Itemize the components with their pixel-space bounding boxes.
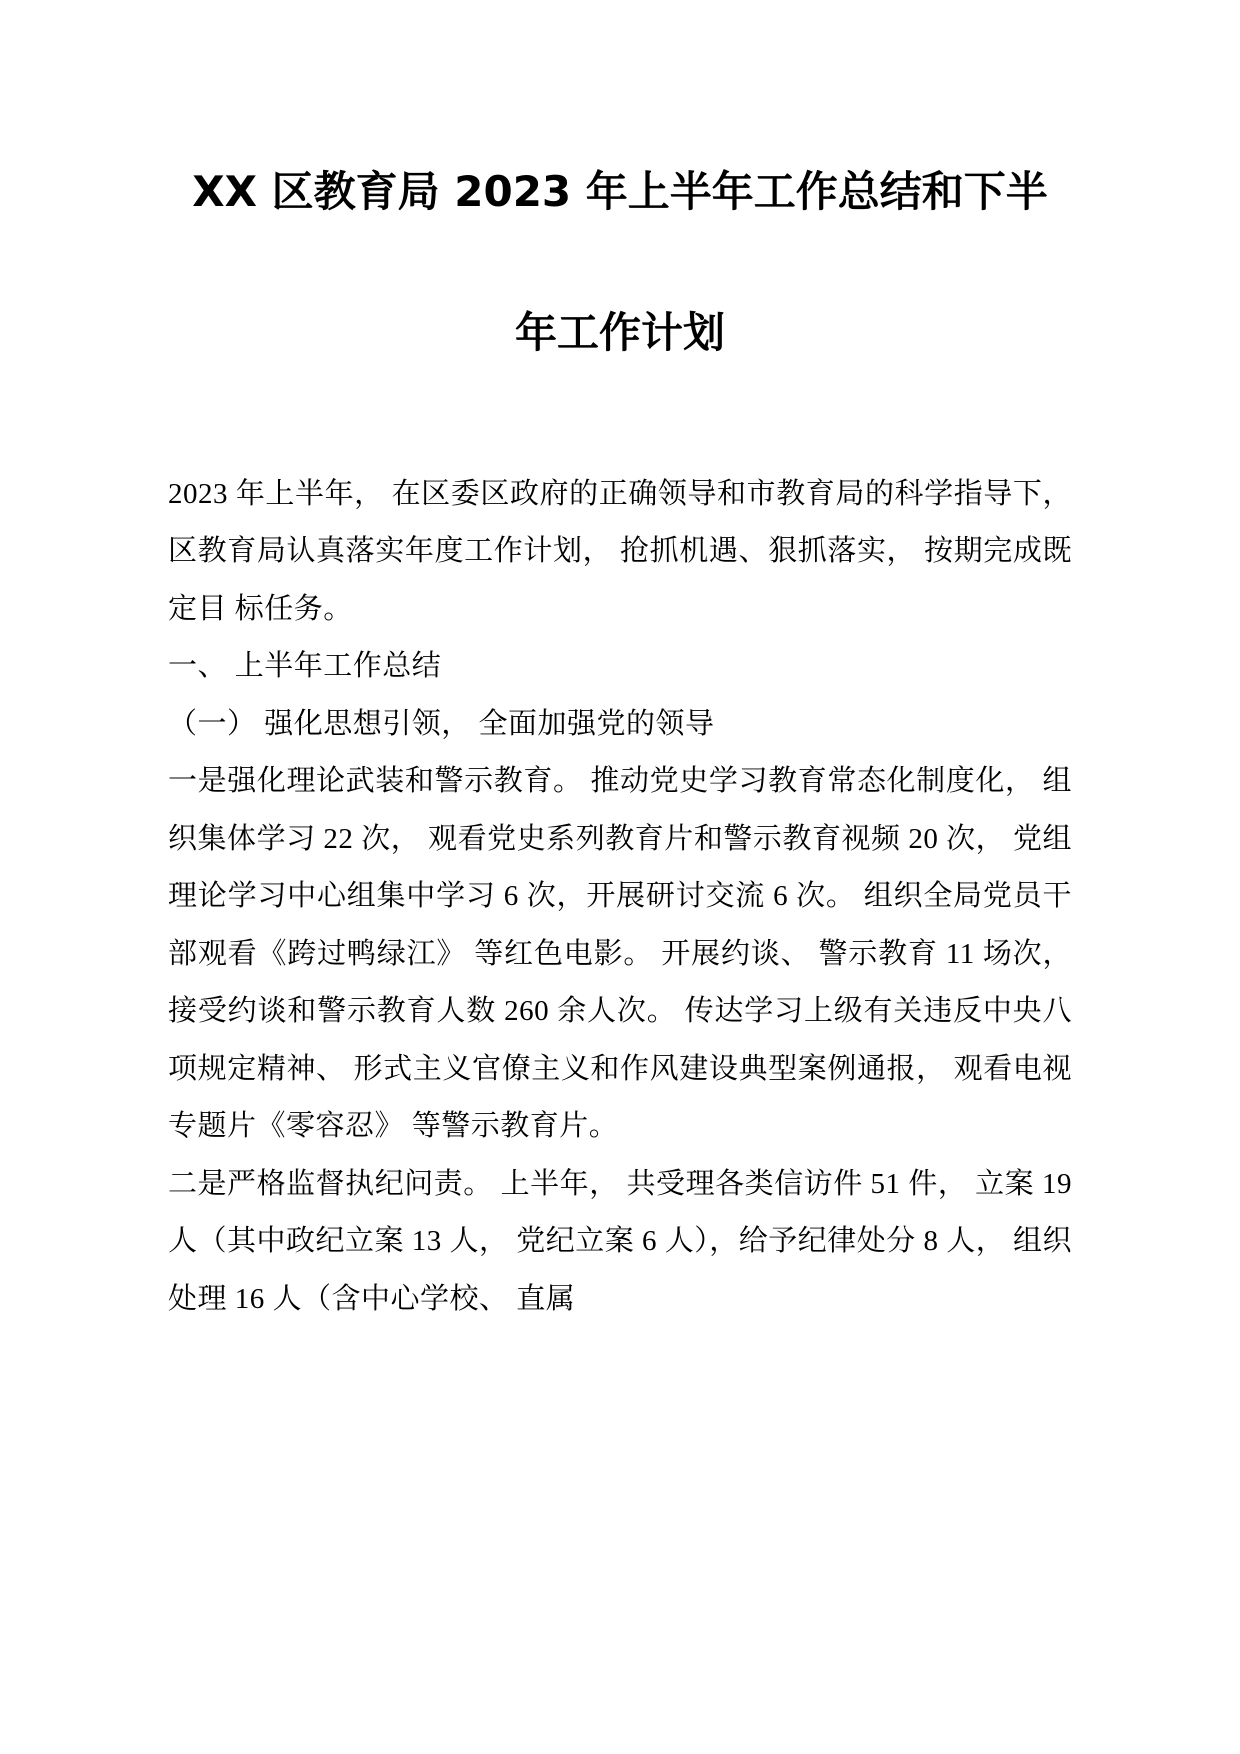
heading-section-one: 一、 上半年工作总结 [168,650,442,683]
heading-subsection-one: （一） 强化思想引领， 全面加强党的领导 [168,707,715,740]
paragraph-intro: 2023 年上半年， 在区委区政府的正确领导和市教育局的科学指导下， 区教育局认真落实年度工作计划， 抢抓机遇、狠抓落实， 按期完成既定目 标任务。 [168,477,1072,625]
paragraph-point-one: 一是强化理论武装和警示教育。 推动党史学习教育常态化制度化， 组织集体学习 22 次， 观看党史系列教育片和警示教育视频 20 次， 党组理论学习中心组集中学习 6 次，开展研讨交流 6 次。 组织全局党员干部观看《跨过鸭绿江》 等红色电影。 开展约谈、 警示教育 11 场次， 接受约谈和警示教育人数 260 余人次。 传达学习上级有关违反中央八项规定精神、 形式主义官僚主义和作风建设典型案例通报， 观看电视专题片《零容忍》 等警示教育片。 [168,765,1072,1143]
paragraph-point-two: 二是严格监督执纪问责。 上半年， 共受理各类信访件 51 件， 立案 19 人（其中政纪立案 13 人， 党纪立案 6 人），给予纪律处分 8 人， 组织处理 16 人（含中心学校、 直属 [168,1167,1073,1315]
document-body [168,466,1072,1329]
document-title [168,162,1072,364]
title-line-1: XX 区教育局 2023 年上半年工作总结和下半 [192,167,1048,216]
title-line-2: 年工作计划 [514,307,725,357]
